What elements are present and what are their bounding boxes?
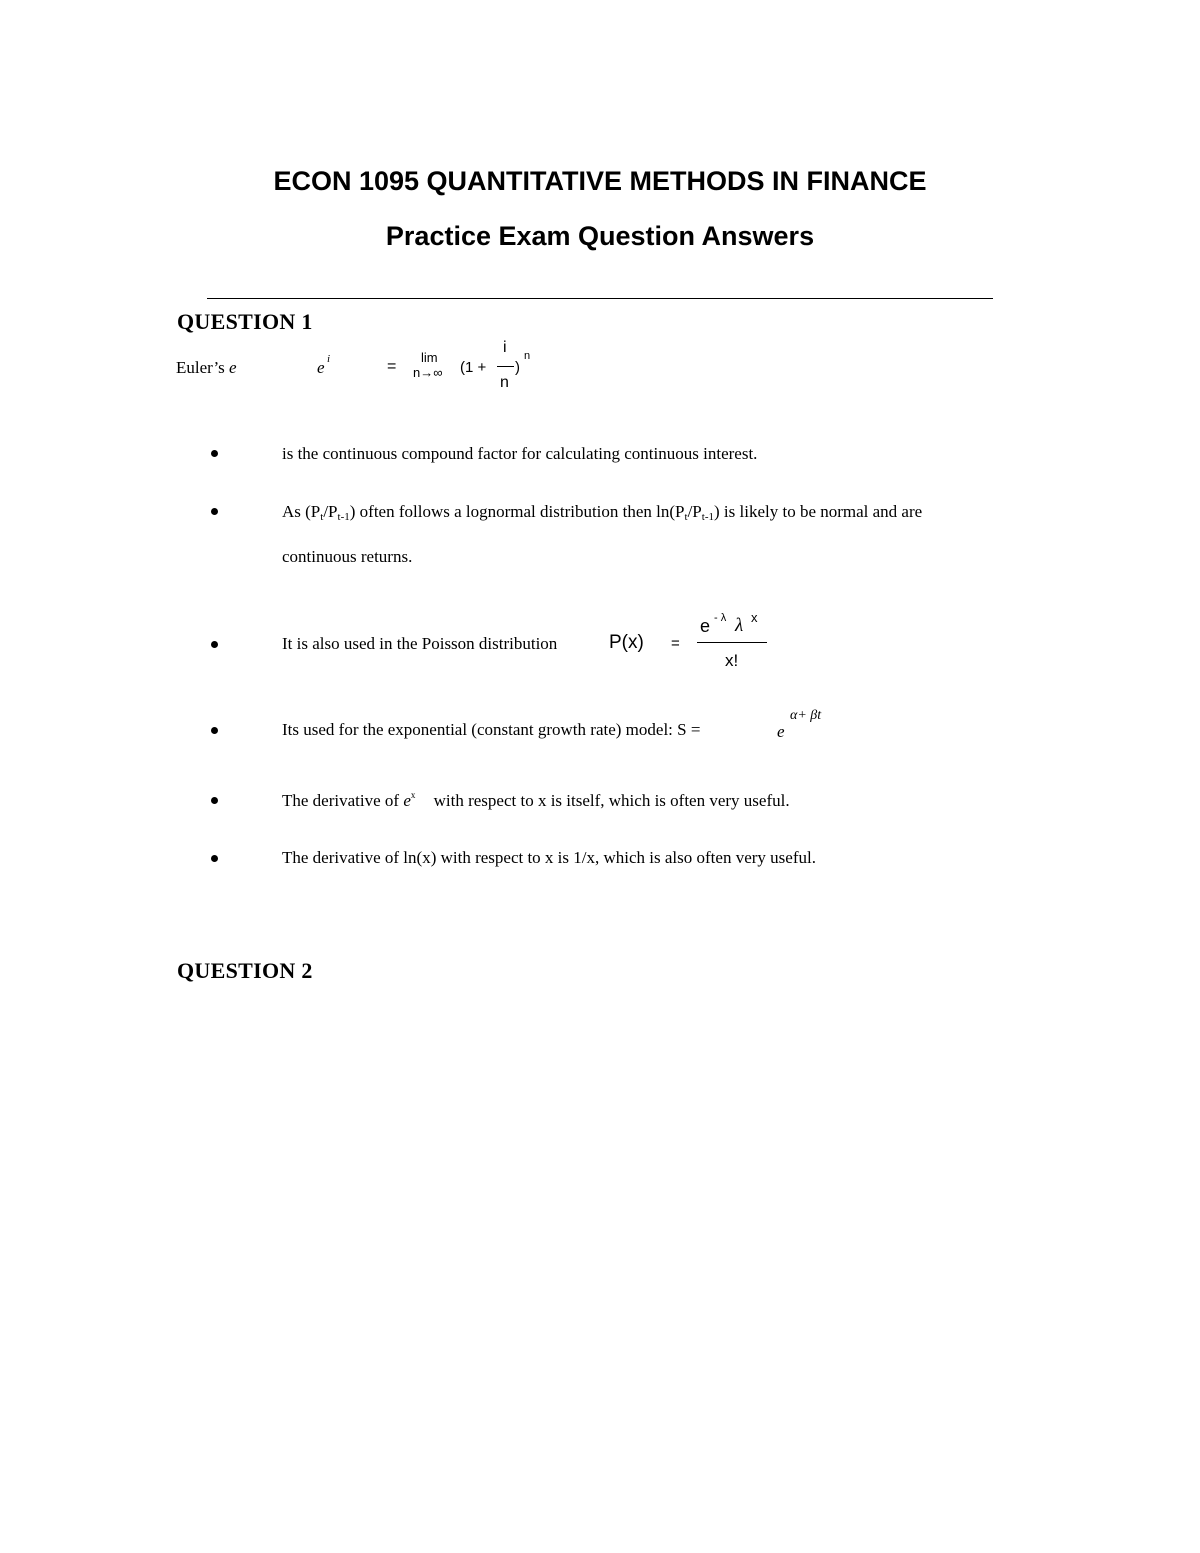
bullet-marker: [211, 641, 218, 648]
bullet-marker: [211, 855, 218, 862]
formula-power: n: [524, 350, 531, 362]
question-2-heading: QUESTION 2: [177, 958, 313, 983]
formula-fraction-denominator: n: [500, 374, 509, 391]
bullet-poisson-text: It is also used in the Poisson distribution: [282, 634, 558, 653]
poisson-numerator-lambda: λ: [735, 615, 744, 636]
document-subtitle: Practice Exam Question Answers: [385, 221, 815, 251]
formula-lhs-exponent: i: [327, 353, 331, 365]
formula-fraction-numerator: i: [503, 339, 507, 356]
bullet-marker: [211, 450, 218, 457]
bullet-marker: [211, 797, 218, 804]
exponential-e: e: [777, 722, 785, 741]
poisson-fraction-bar: [697, 642, 767, 643]
formula-equals: =: [387, 358, 397, 375]
bullet-derivative-lnx: The derivative of ln(x) with respect to x is 1/x, which is also often very useful.: [282, 848, 816, 867]
poisson-px: P(x): [609, 632, 644, 653]
formula-close-paren: ): [515, 359, 520, 376]
formula-lhs-base: e: [317, 358, 325, 377]
poisson-equals: =: [671, 635, 680, 652]
formula-open-paren: (1 +: [460, 359, 487, 376]
document-title: ECON 1095 QUANTITATIVE METHODS IN FINANCE: [273, 166, 927, 196]
bullet-lognormal-returns: As $(P_t/P_{t-1})$ often follows a lognormal distribution then $\ln(P_t/P_{t-1})$ is likely to be normal and are: [282, 502, 923, 523]
poisson-numerator-e: e: [700, 616, 711, 636]
poisson-denominator: x!: [725, 651, 739, 670]
formula-lim: lim: [421, 350, 438, 365]
question-1-heading: QUESTION 1: [177, 309, 313, 334]
bullet-derivative-ex: The derivative of $e^x$ with respect to x is itself, which is often very useful.: [282, 790, 790, 810]
bullet-exponential-model: Its used for the exponential (constant growth rate) model: S =: [282, 720, 701, 739]
euler-label: Euler’s e: [176, 358, 237, 377]
formula-lim-subscript: n→∞: [413, 365, 443, 380]
bullet-lognormal-continuation: continuous returns.: [282, 547, 413, 566]
formula-fraction-bar: [497, 366, 514, 367]
bullet-marker: [211, 727, 218, 734]
bullet-continuous-compound: is the continuous compound factor for calculating continuous interest.: [282, 444, 758, 463]
poisson-numerator-x: x: [751, 610, 758, 625]
horizontal-rule: [207, 298, 993, 299]
poisson-numerator-exp: - λ: [714, 612, 727, 624]
exponential-exponent: α+ βt: [790, 708, 822, 723]
bullet-marker: [211, 508, 218, 515]
